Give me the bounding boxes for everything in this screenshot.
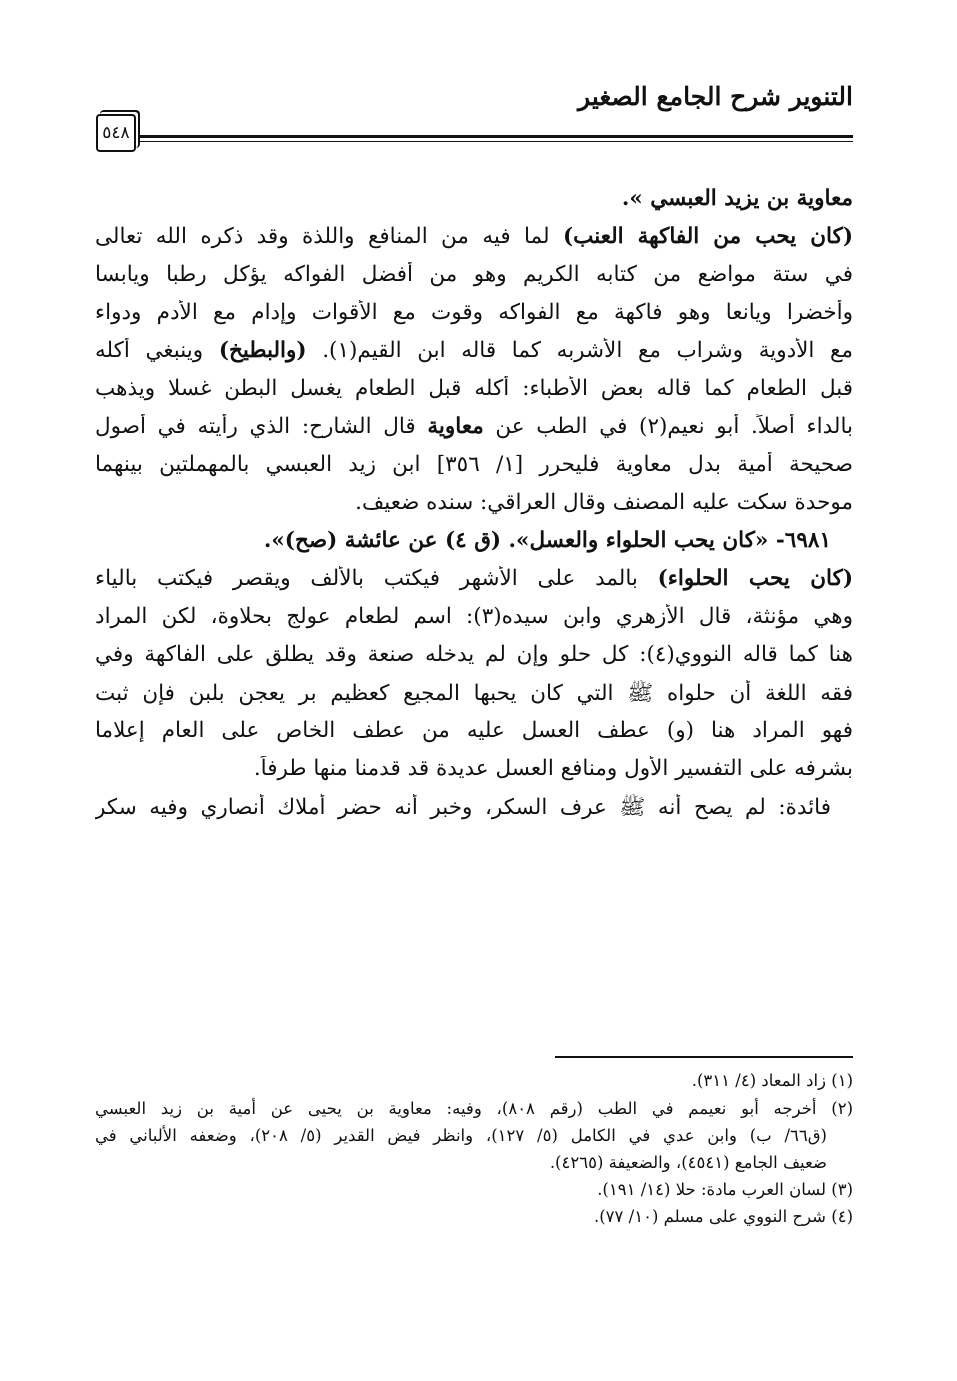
page-number: ٥٤٨ <box>96 114 136 152</box>
text-segment: موحدة سكت عليه المصنف وقال العراقي: سنده ضعيف. <box>355 490 853 515</box>
text-segment: صحيحة أمية بدل معاوية فليحرر [١/ ٣٥٦] ابن زيد العبسي بالمهملتين بينهما <box>95 452 853 477</box>
footnote-line: ضعيف الجامع (٤٥٤١)، والضعيفة (٤٢٦٥). <box>549 1153 827 1172</box>
footnote-line: (٢) أخرجه أبو نعيمم في الطب (رقم ٨٠٨)، وفيه: معاوية بن يحيى عن أمية بن زيد العبسي <box>95 1099 853 1118</box>
header-rule-thin <box>140 141 853 142</box>
text-segment: قبل الطعام كما قاله بعض الأطباء: أكله قبل الطعام يغسل البطن غسلا ويذهب <box>95 376 853 401</box>
bold-phrase: (كان يحب من الفاكهة العنب) <box>562 224 853 249</box>
footnote-line: (٤) شرح النووي على مسلم (١٠/ ٧٧). <box>593 1207 853 1226</box>
body-line <box>95 262 853 287</box>
body-line <box>95 718 853 743</box>
bold-phrase: (والبطيخ) <box>218 338 307 363</box>
body-line <box>95 300 853 325</box>
bold-phrase: معاوية بن يزيد العبسي ». <box>621 186 853 211</box>
header-rule <box>140 135 853 138</box>
text-segment: بالداء أصلاً. أبو نعيم(٢) في الطب عن <box>483 414 853 439</box>
text-segment: بالمد على الأشهر فيكتب بالألف ويقصر فيكتب بالياء <box>95 566 658 591</box>
text-segment: فقه اللغة أن حلواه ﷺ التي كان يحبها المجيع كعظيم بر يعجن بلبن فإن ثبت <box>95 681 853 706</box>
body-line <box>95 794 831 825</box>
text-segment: هنا كما قاله النووي(٤): كل حلو وإن لم يدخله صنعة وقد يطلق على الفاكهة وفي <box>95 642 853 667</box>
text-segment: في ستة مواضع من كتابه الكريم وهو من أفضل الفواكه يؤكل رطبا ويابسا <box>95 262 853 287</box>
text-segment: بشرفه على التفسير الأول ومنافع العسل عديدة قد قدمنا منها طرفاً. <box>253 756 853 781</box>
body-line <box>95 224 853 249</box>
body-line <box>95 338 853 363</box>
bold-phrase: معاوية <box>427 414 484 439</box>
body-line <box>95 566 853 591</box>
text-segment: مع الأدوية وشراب مع الأشربه كما قاله ابن القيم(١). <box>306 338 853 363</box>
footnote-line: (ق٦٦/ ب) وابن عدي في الكامل (٥/ ١٢٧)، وانظر فيض القدير (٥/ ٢٠٨)، وضعفه الألباني في <box>95 1126 827 1145</box>
footnote-line: (٣) لسان العرب مادة: حلا (١٤/ ١٩١). <box>597 1180 853 1199</box>
text-segment: فهو المراد هنا (و) عطف العسل عليه من عطف الخاص على العام إعلاما <box>95 718 853 743</box>
body-line <box>95 642 853 667</box>
body-line <box>95 186 853 211</box>
body-line <box>95 452 853 477</box>
bold-phrase: ٦٩٨١- «كان يحب الحلواء والعسل». (ق ٤) عن عائشة (صح)». <box>263 528 831 553</box>
body-line <box>95 490 853 515</box>
text-segment: قال الشارح: الذي رأيته في أصول <box>95 414 428 439</box>
bold-phrase: (كان يحب الحلواء) <box>657 566 853 591</box>
body-line <box>95 376 853 401</box>
body-line <box>95 756 853 781</box>
running-header-title: التنوير شرح الجامع الصغير <box>578 82 853 111</box>
footnote-separator <box>555 1056 853 1058</box>
body-line <box>95 414 853 439</box>
footnote-line: (١) زاد المعاد (٤/ ٣١١). <box>691 1071 853 1090</box>
text-segment: وأخضرا ويانعا وهو فاكهة مع الفواكه وقوت مع الأقوات وإدام مع الأدم ودواء <box>95 300 853 325</box>
text-segment: وهي مؤنثة، قال الأزهري وابن سيده(٣): اسم لطعام عولج بحلاوة، لكن المراد <box>95 604 853 629</box>
text-segment: فائدة: لم يصح أنه ﷺ عرف السكر، وخبر أنه حضر أملاك أنصاري وفيه سكر <box>95 795 831 820</box>
text-segment: لما فيه من المنافع واللذة وقد ذكره الله تعالى <box>95 224 563 249</box>
text-segment: وينبغي أكله <box>95 338 219 363</box>
body-line <box>95 604 853 629</box>
body-line <box>95 528 831 553</box>
body-line <box>95 680 853 711</box>
